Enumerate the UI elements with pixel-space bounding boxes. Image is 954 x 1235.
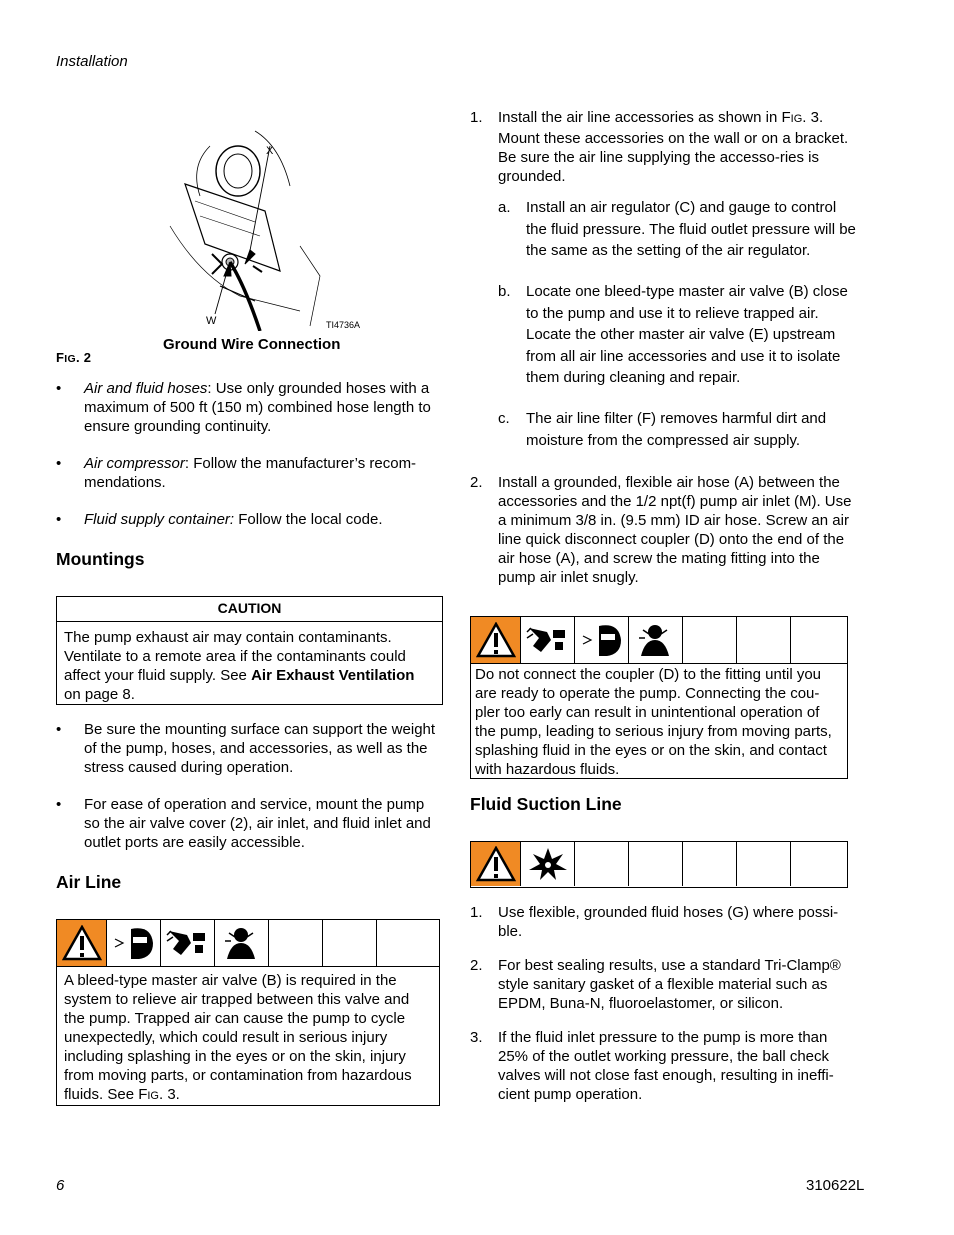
substep-text: Locate one bleed-type master air valve (B) close to the pump and use it to relieve trapped air. Locate the other master air valve (E) upstream from all air line accessories and use it to isolate them during cleaning and repair. — [526, 283, 848, 386]
empty-icon-cell — [683, 617, 737, 663]
warning-text: A bleed-type master air valve (B) is required in the system to relieve air trapped between this valve and the pump. Trapped air can cause the pump to cycle unexpectedly, which could result in serious injury including splashing in the eyes or on the skin, injury from moving parts, or contamination from hazardous fluids. See F — [64, 972, 412, 1103]
empty-icon-cell — [629, 842, 683, 886]
figure-number — [56, 348, 91, 369]
warning-icon-row — [471, 842, 847, 886]
item-number: 2. — [470, 957, 483, 974]
caution-box — [56, 596, 443, 705]
empty-icon-cell — [737, 842, 791, 886]
air-line-heading: Air Line — [56, 872, 122, 892]
bullet-dot: • — [56, 380, 62, 397]
ground-wire-illustration — [160, 126, 370, 331]
step-number: 2. — [470, 474, 483, 491]
caution-title: CAUTION — [57, 597, 442, 622]
substep-letter: b. — [498, 283, 511, 300]
caution-text: The pump exhaust air may contain contaminants. Ventilate to a remote area if the contaminants could affect your fluid supply. See — [64, 629, 406, 684]
bullet-text — [84, 510, 442, 529]
coupler-warning-box — [470, 616, 848, 779]
bullet-body: Follow the local code. — [234, 511, 383, 528]
page-header: Installation — [56, 53, 128, 70]
bullet-lead: Air and fluid hoses — [84, 380, 208, 397]
figure-caption: Ground Wire Connection — [163, 336, 341, 353]
substep-text: The air line filter (F) removes harmful dirt and moisture from the compressed air supply. — [526, 410, 827, 449]
mountings-heading: Mountings — [56, 549, 145, 569]
warning-triangle-icon — [471, 842, 521, 886]
callout-w: W — [206, 315, 217, 327]
item-text: Use flexible, grounded fluid hoses (G) where possi-ble. — [498, 904, 839, 940]
fluid-suction-heading: Fluid Suction Line — [470, 794, 622, 814]
ground-wire-figure — [160, 126, 370, 331]
warning-tail: . 3. — [159, 1086, 180, 1103]
fire-explosion-icon — [521, 842, 575, 886]
step-text — [498, 108, 854, 186]
empty-icon-cell — [269, 920, 323, 966]
step-text-small: IG — [790, 113, 803, 125]
empty-icon-cell — [737, 617, 791, 663]
splash-face-icon — [575, 617, 629, 663]
empty-icon-cell — [575, 842, 629, 886]
callout-x: X — [266, 145, 274, 157]
document-number: 310622L — [806, 1177, 865, 1194]
bullet-text: Be sure the mounting surface can support the weight of the pump, hoses, and accessories, as well as the stress caused during operation. — [84, 721, 436, 776]
air-line-warning-text — [57, 967, 439, 1110]
substep-letter: a. — [498, 199, 511, 216]
ti-code: TI4736A — [326, 320, 361, 330]
bullet-dot: • — [56, 511, 62, 528]
bullet-lead: Fluid supply container: — [84, 511, 235, 528]
empty-icon-cell — [791, 842, 847, 886]
bullet-text — [84, 454, 442, 492]
substep-text: Install an air regulator (C) and gauge to control the fluid pressure. The fluid outlet pressure will be the same as the setting of the air regulator. — [526, 199, 856, 259]
step-text: Install a grounded, flexible air hose (A) between the accessories and the 1/2 npt(f) pump air inlet (M). Use a minimum 3/8 in. (9.5 mm) ID air hose. Screw an air line quick disconnect coupler (D) onto the end of the air hose (A), and screw the mating fitting into the pump air inlet snugly. — [498, 474, 852, 586]
fluid-suction-warning-box — [470, 841, 848, 888]
bullet-lead: Air compressor — [84, 455, 185, 472]
hazardous-fluid-icon — [629, 617, 683, 663]
step-number: 1. — [470, 109, 483, 126]
caution-body — [57, 622, 442, 710]
hazardous-fluid-icon — [215, 920, 269, 966]
bullet-dot: • — [56, 796, 62, 813]
empty-icon-cell — [683, 842, 737, 886]
caution-tail: on page 8. — [64, 686, 135, 703]
empty-icon-cell — [377, 920, 439, 966]
warning-icon-row — [57, 920, 439, 967]
page-number: 6 — [56, 1177, 65, 1194]
item-number: 1. — [470, 904, 483, 921]
fig-prefix: F — [56, 350, 65, 365]
item-text: For best sealing results, use a standard Tri-Clamp® style sanitary gasket of a flexible material such as EPDM, Buna-N, fluoroelastomer, or silicon. — [498, 957, 841, 1012]
moving-parts-hand-icon — [161, 920, 215, 966]
warning-triangle-icon — [471, 617, 521, 663]
bullet-text — [84, 379, 442, 436]
warning-small: IG — [147, 1090, 159, 1102]
moving-parts-hand-icon — [521, 617, 575, 663]
bullet-text: For ease of operation and service, mount the pump so the air valve cover (2), air inlet, and fluid inlet and outlet ports are easily accessible. — [84, 796, 431, 851]
coupler-warning-text: Do not connect the coupler (D) to the fitting until you are ready to operate the pump. Connecting the cou-pler too early can result in unintentional operation of the pump, leading to serious injury from moving parts, splashing fluid in the eyes or on the skin, and contact with hazardous fluids. — [475, 666, 832, 778]
fig-small: IG — [64, 353, 76, 365]
splash-face-icon — [107, 920, 161, 966]
step-text-tail: . 3. Mount these accessories on the wall or on a bracket. Be sure the air line supplying the accesso-ries is grounded. — [498, 109, 849, 185]
empty-icon-cell — [323, 920, 377, 966]
warning-triangle-icon — [57, 920, 107, 966]
warning-icon-row — [471, 617, 847, 664]
item-text: If the fluid inlet pressure to the pump is more than 25% of the outlet working pressure, the ball check valves will not close fast enough, resulting in ineffi-cient pump operation. — [498, 1029, 834, 1103]
fig-suffix: . 2 — [75, 350, 92, 365]
step-text-main: Install the air line accessories as shown in F — [498, 109, 791, 126]
empty-icon-cell — [791, 617, 847, 663]
bullet-dot: • — [56, 721, 62, 738]
air-line-warning-box — [56, 919, 440, 1106]
item-number: 3. — [470, 1029, 483, 1046]
bullet-body: : Follow the manufacturer’s recom-mendations. — [84, 455, 417, 491]
caution-link: Air Exhaust Ventilation — [251, 667, 415, 684]
bullet-body: : Use only grounded hoses with a maximum of 500 ft (150 m) combined hose length to ensure grounding continuity. — [84, 380, 431, 435]
substep-letter: c. — [498, 410, 510, 427]
bullet-dot: • — [56, 455, 62, 472]
